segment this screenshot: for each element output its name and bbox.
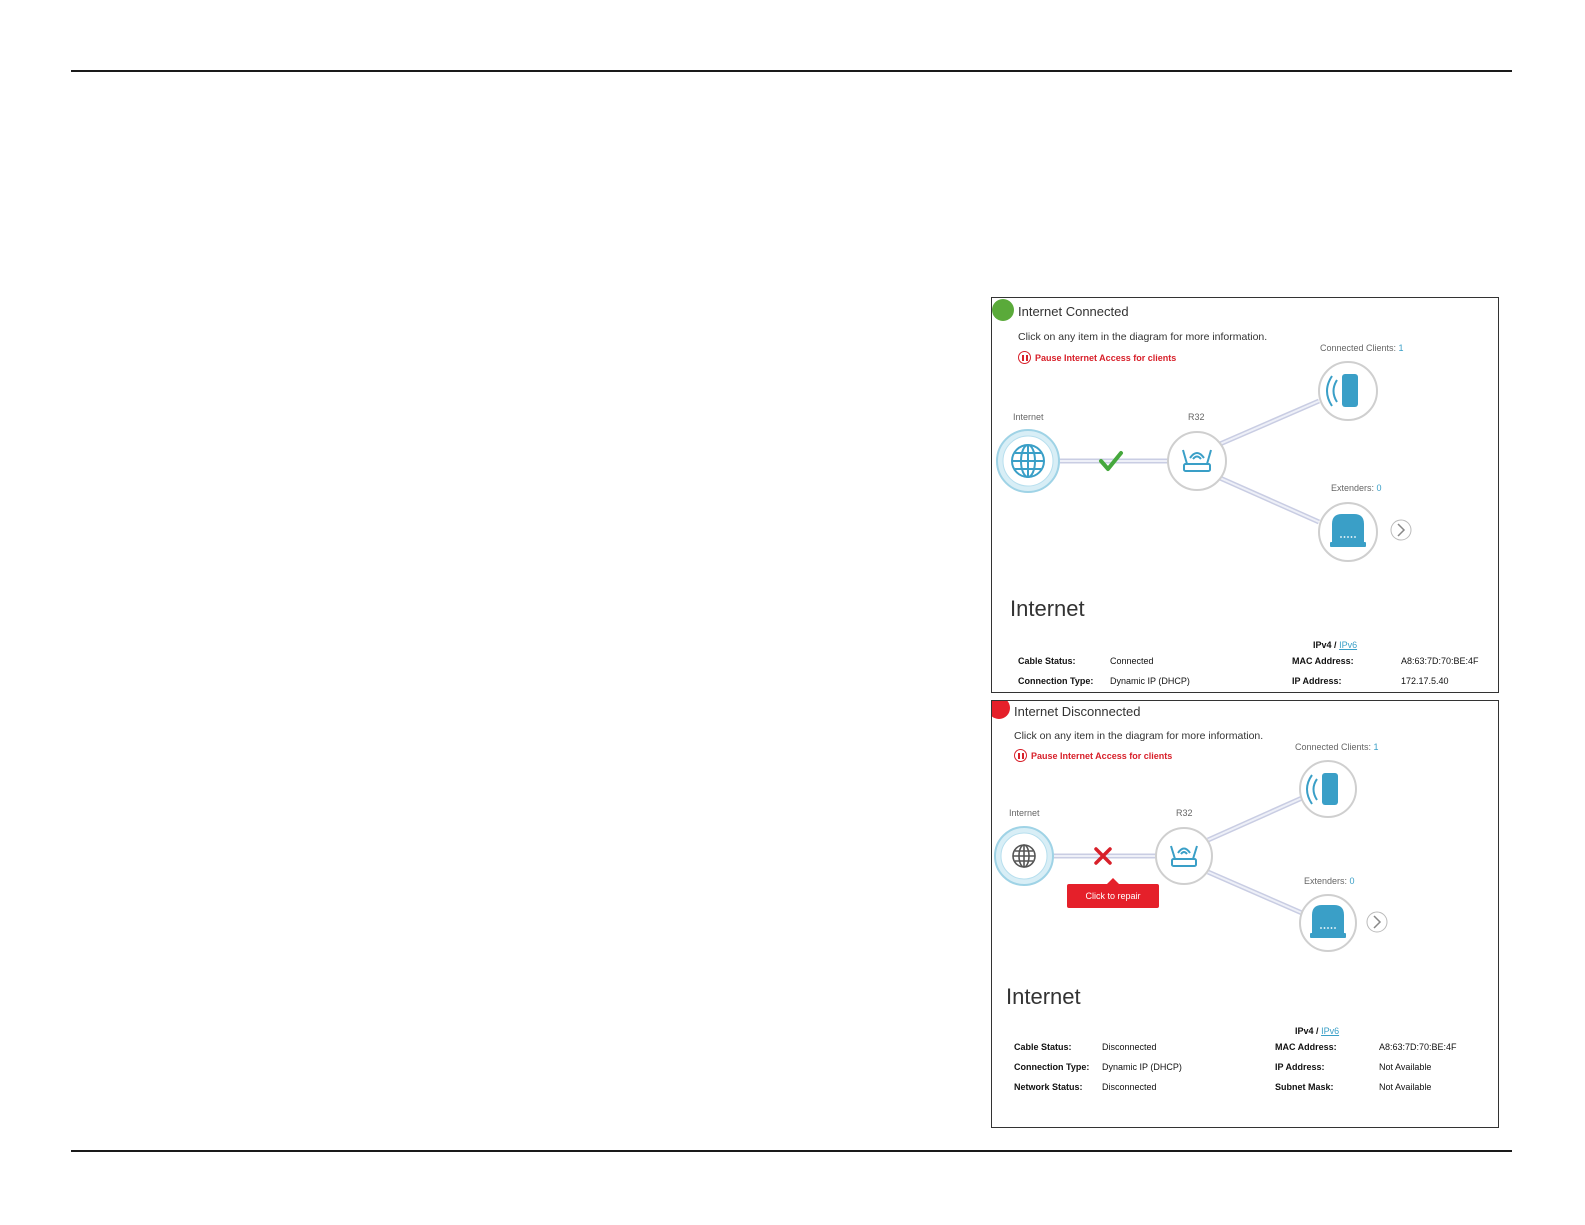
- tab-ipv4[interactable]: IPv4: [1295, 1026, 1314, 1036]
- tab-ipv4[interactable]: IPv4: [1313, 640, 1332, 650]
- ip-address-value: 172.17.5.40: [1401, 676, 1449, 686]
- mac-address-key: MAC Address:: [1292, 656, 1354, 666]
- connection-type-value: Dynamic IP (DHCP): [1110, 676, 1190, 686]
- globe-icon: [1012, 445, 1044, 477]
- internet-node-label: Internet: [1013, 412, 1044, 422]
- tab-ipv6[interactable]: IPv6: [1339, 640, 1358, 650]
- connection-type-key: Connection Type:: [1018, 676, 1094, 686]
- extenders-label: Extenders: 0: [1304, 876, 1355, 886]
- internet-node[interactable]: [997, 430, 1059, 492]
- cable-status-key: Cable Status:: [1018, 656, 1076, 666]
- globe-icon: [1013, 845, 1035, 867]
- extender-icon: [1330, 514, 1366, 547]
- chevron-right-icon[interactable]: [1391, 520, 1411, 540]
- section-heading: Internet: [1006, 984, 1081, 1009]
- router-node-label: R32: [1176, 808, 1193, 818]
- ip-version-tabs: IPv4 / IPv6: [1313, 640, 1358, 650]
- network-diagram: [992, 298, 1498, 598]
- clients-count: 1: [1398, 343, 1404, 353]
- repair-button[interactable]: Click to repair: [1067, 884, 1159, 908]
- client-node[interactable]: [1300, 761, 1356, 817]
- panel-internet-disconnected: [991, 700, 1499, 1128]
- bottom-rule: [71, 1150, 1512, 1152]
- network-status-key: Network Status:: [1014, 1082, 1083, 1092]
- phone-icon: [1342, 374, 1358, 407]
- clients-label: Connected Clients: 1: [1295, 742, 1379, 752]
- clients-count: 1: [1373, 742, 1379, 752]
- extender-node[interactable]: [1300, 895, 1356, 951]
- pause-internet-label: Pause Internet Access for clients: [1035, 352, 1177, 363]
- extenders-count: 0: [1349, 876, 1355, 886]
- extender-icon: [1310, 905, 1346, 938]
- extenders-label: Extenders: 0: [1331, 483, 1382, 493]
- panel-internet-connected: [991, 297, 1499, 693]
- router-node-label: R32: [1188, 412, 1205, 422]
- client-node[interactable]: [1319, 362, 1377, 420]
- section-heading: Internet: [1010, 596, 1085, 621]
- phone-icon: [1322, 773, 1338, 805]
- top-rule: [71, 70, 1512, 72]
- clients-label: Connected Clients: 1: [1320, 343, 1404, 353]
- network-diagram: [992, 701, 1498, 1001]
- connection-type-value: Dynamic IP (DHCP): [1102, 1062, 1182, 1072]
- subnet-mask-value: Not Available: [1379, 1082, 1432, 1092]
- connection-type-key: Connection Type:: [1014, 1062, 1090, 1072]
- mac-address-value: A8:63:7D:70:BE:4F: [1401, 656, 1479, 666]
- subnet-mask-key: Subnet Mask:: [1275, 1082, 1334, 1092]
- internet-node[interactable]: [995, 827, 1053, 885]
- cable-status-value: Connected: [1110, 656, 1154, 666]
- ip-address-value: Not Available: [1379, 1062, 1432, 1072]
- cable-status-key: Cable Status:: [1014, 1042, 1072, 1052]
- cable-status-value: Disconnected: [1102, 1042, 1157, 1052]
- status-title: Internet Disconnected: [1014, 704, 1141, 719]
- diagram-hint: Click on any item in the diagram for more information.: [1014, 730, 1264, 742]
- ip-version-tabs: IPv4 / IPv6: [1295, 1026, 1340, 1036]
- ip-address-key: IP Address:: [1292, 676, 1342, 686]
- ip-address-key: IP Address:: [1275, 1062, 1325, 1072]
- router-node[interactable]: [1156, 828, 1212, 884]
- status-title: Internet Connected: [1018, 304, 1129, 319]
- diagram-hint: Click on any item in the diagram for more information.: [1018, 331, 1268, 343]
- mac-address-key: MAC Address:: [1275, 1042, 1337, 1052]
- extenders-count: 0: [1376, 483, 1382, 493]
- pause-internet-label: Pause Internet Access for clients: [1031, 750, 1173, 761]
- extender-node[interactable]: [1319, 503, 1377, 561]
- network-status-value: Disconnected: [1102, 1082, 1157, 1092]
- internet-node-label: Internet: [1009, 808, 1040, 818]
- tab-ipv6[interactable]: IPv6: [1321, 1026, 1340, 1036]
- mac-address-value: A8:63:7D:70:BE:4F: [1379, 1042, 1457, 1052]
- chevron-right-icon[interactable]: [1367, 912, 1387, 932]
- router-node[interactable]: [1168, 432, 1226, 490]
